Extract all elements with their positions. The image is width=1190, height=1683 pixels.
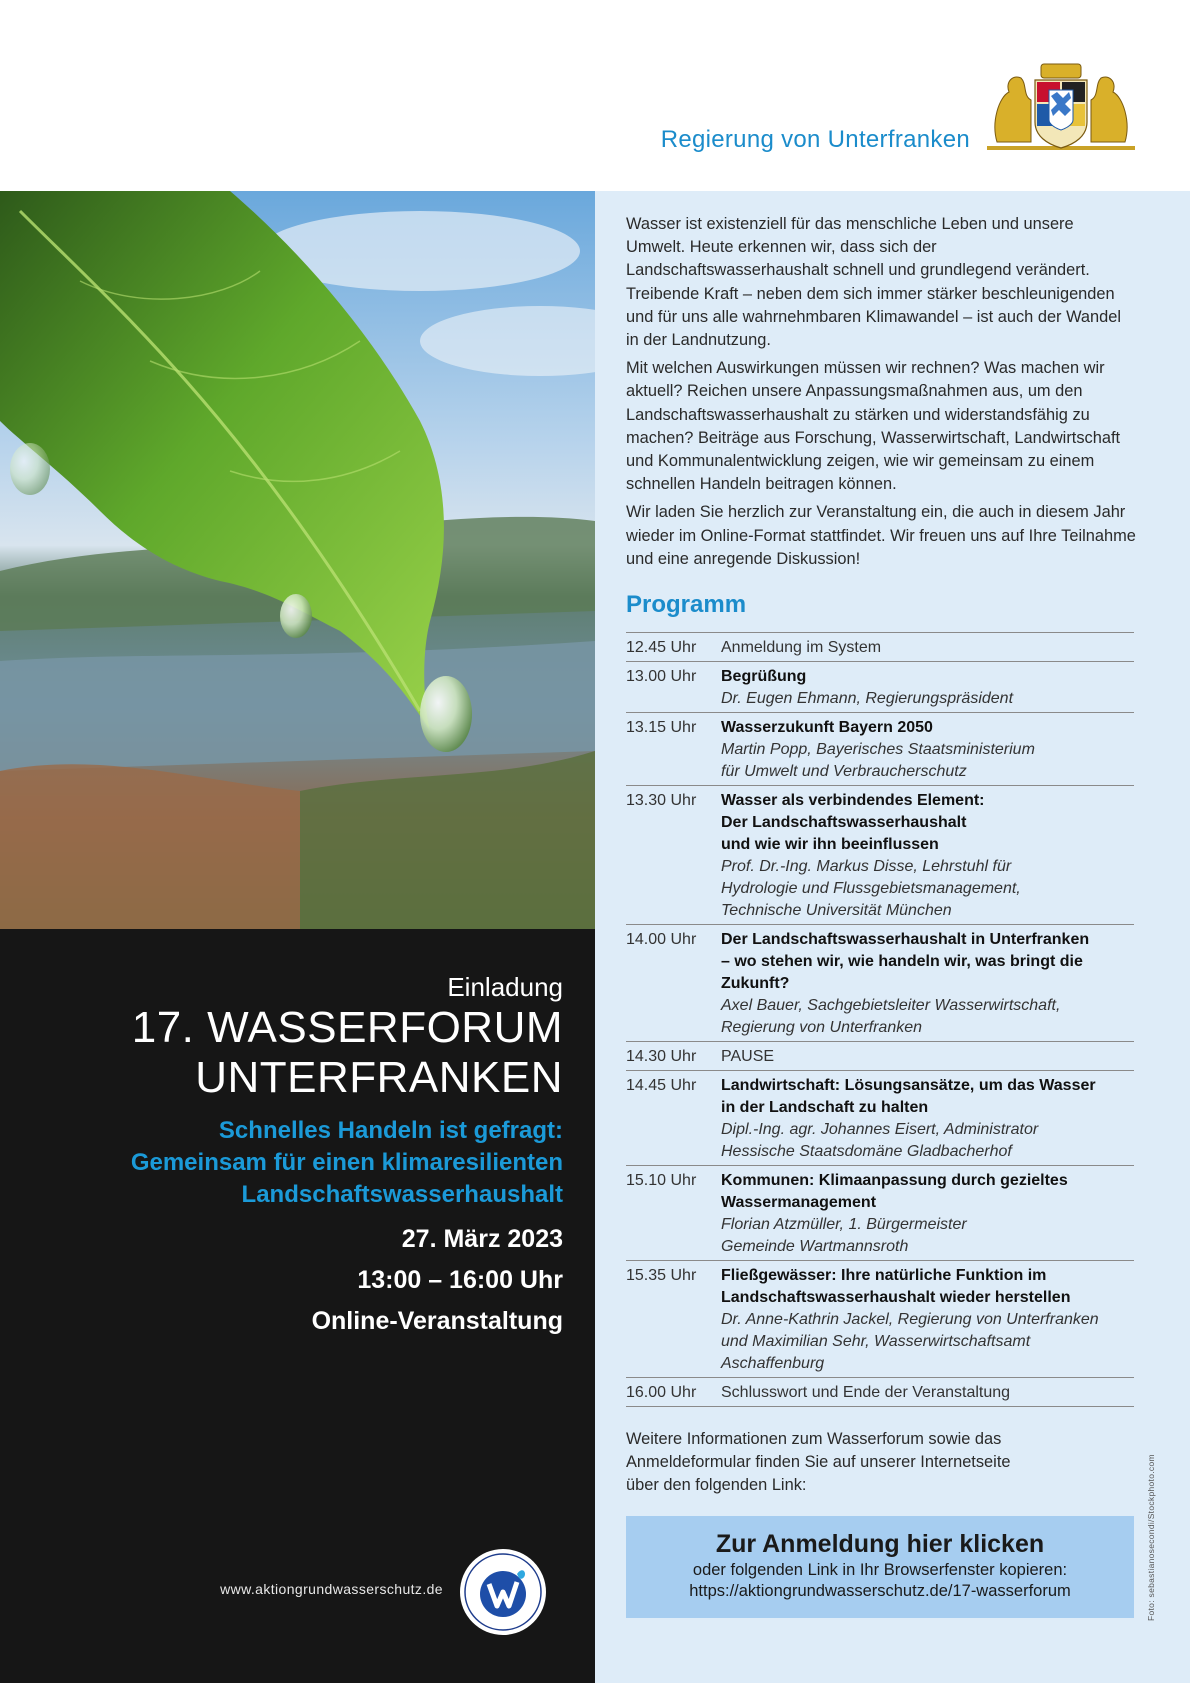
program-time: 15.10 Uhr — [626, 1172, 697, 1189]
program-content — [721, 666, 1134, 710]
program-content — [721, 790, 1134, 922]
event-title-line2: UNTERFRANKEN — [195, 1053, 563, 1102]
program-time: 16.00 Uhr — [626, 1384, 697, 1401]
program-time: 15.35 Uhr — [626, 1267, 697, 1284]
event-info-panel — [0, 929, 595, 1683]
registration-title: Zur Anmeldung hier klicken — [715, 1530, 1045, 1558]
program-row — [626, 633, 1134, 662]
program-item-title: Wasser als verbindendes Element: Der Landschaftswasserhaushalt und wie wir ihn beeinflussen — [721, 792, 985, 853]
footer-info: Weitere Informationen zum Wasserforum sowie das Anmeldeformular finden Sie auf unserer Internetseite über den folgenden Link: — [626, 1430, 1011, 1494]
event-title-block — [23, 971, 563, 1342]
program-item-title: Fließgewässer: Ihre natürliche Funktion im Landschaftswasserhaushalt wieder herstellen — [721, 1267, 1071, 1306]
program-item-speaker: Dipl.-Ing. agr. Johannes Eisert, Administrator Hessische Staatsdomäne Gladbacherhof — [721, 1121, 1039, 1160]
program-time: 13.00 Uhr — [626, 668, 697, 685]
program-item-text: Schlusswort und Ende der Veranstaltung — [721, 1384, 1011, 1401]
program-time: 13.30 Uhr — [626, 792, 697, 809]
event-subtitle — [23, 1115, 563, 1211]
photo-credit: Foto: sebastianosecondi/Stockphoto.com — [1146, 1454, 1156, 1621]
subtitle-line3: Landschaftswasserhaushalt — [241, 1181, 563, 1208]
program-content — [721, 1046, 1134, 1068]
invitation-label: Einladung — [447, 972, 563, 1002]
program-item-text: PAUSE — [721, 1048, 775, 1065]
program-row — [626, 1042, 1134, 1071]
intro-paragraph-2: Mit welchen Auswirkungen müssen wir rechnen? Was machen wir aktuell? Reichen unsere Anpassungsmaßnahmen aus, um den Landschaftswasserhaushalt zu stärken und widerstandsfähig zu machen? Beiträge aus Forschung, Wasserwirtschaft, Landwirtschaft und Kommunalentwicklung zeigen, wie wir gemeinsam zu einem schnellen Handeln beitragen können. — [626, 359, 1121, 494]
program-row — [626, 713, 1134, 786]
website-link[interactable]: www.aktiongrundwasserschutz.de — [220, 1581, 443, 1597]
program-item-text: Anmeldung im System — [721, 639, 882, 656]
aktion-grundwasserschutz-logo-icon — [459, 1548, 547, 1636]
program-content — [721, 1075, 1134, 1163]
program-row — [626, 1166, 1134, 1261]
program-row — [626, 1378, 1134, 1407]
program-item-speaker: Prof. Dr.-Ing. Markus Disse, Lehrstuhl für Hydrologie und Flussgebietsmanagement, Technische Universität München — [721, 858, 1021, 919]
bavarian-coat-of-arms-icon — [987, 62, 1135, 154]
registration-hint: oder folgenden Link in Ihr Browserfenster kopieren: — [692, 1561, 1068, 1579]
org-name: Regierung von Unterfranken — [660, 126, 970, 153]
program-item-speaker: Axel Bauer, Sachgebietsleiter Wasserwirtschaft, Regierung von Unterfranken — [721, 997, 1061, 1036]
program-row — [626, 662, 1134, 713]
program-item-speaker: Florian Atzmüller, 1. Bürgermeister Gemeinde Wartmannsroth — [721, 1216, 967, 1255]
leaf-water-drop-photo — [0, 191, 595, 929]
program-item-title: Landwirtschaft: Lösungsansätze, um das Wasser in der Landschaft zu halten — [721, 1077, 1096, 1116]
event-format: Online-Veranstaltung — [311, 1307, 563, 1335]
program-time: 14.45 Uhr — [626, 1077, 697, 1094]
intro-text — [626, 213, 1136, 576]
event-title-line1: 17. WASSERFORUM — [131, 1003, 563, 1052]
program-row — [626, 925, 1134, 1042]
program-content — [721, 1382, 1134, 1404]
program-content — [721, 1170, 1134, 1258]
program-item-speaker: Martin Popp, Bayerisches Staatsministerium für Umwelt und Verbraucherschutz — [721, 741, 1035, 780]
program-item-title: Kommunen: Klimaanpassung durch gezieltes Wassermanagement — [721, 1172, 1068, 1211]
subtitle-line1: Schnelles Handeln ist gefragt: — [218, 1117, 563, 1144]
event-time: 13:00 – 16:00 Uhr — [357, 1266, 563, 1294]
program-item-title: Wasserzukunft Bayern 2050 — [721, 719, 933, 736]
program-item-speaker: Dr. Anne-Kathrin Jackel, Regierung von Unterfranken und Maximilian Sehr, Wasserwirtschaftsamt Aschaffenburg — [721, 1311, 1099, 1372]
program-content — [721, 929, 1134, 1039]
program-row — [626, 1261, 1134, 1378]
program-time: 14.30 Uhr — [626, 1048, 697, 1065]
registration-url[interactable]: https://aktiongrundwasserschutz.de/17-wasserforum — [689, 1582, 1071, 1600]
program-item-title: Begrüßung — [721, 668, 807, 685]
program-title: Programm — [626, 591, 747, 618]
subtitle-line2: Gemeinsam für einen klimaresilienten — [130, 1149, 563, 1176]
program-content — [721, 637, 1134, 659]
program-item-title: Der Landschaftswasserhaushalt in Unterfranken – wo stehen wir, wie handeln wir, was bringt die Zukunft? — [721, 931, 1090, 992]
event-date: 27. März 2023 — [401, 1225, 563, 1253]
intro-paragraph-1: Wasser ist existenziell für das menschliche Leben und unsere Umwelt. Heute erkennen wir, dass sich der Landschaftswasserhaushalt schnell und grundlegend verändert. Treibende Kraft – neben dem sich immer stärker beschleunigenden und für uns alle wahrnehmbaren Klimawandel – ist auch der Wandel in der Landnutzung. — [626, 215, 1122, 350]
program-row — [626, 1071, 1134, 1166]
program-item-speaker: Dr. Eugen Ehmann, Regierungspräsident — [721, 690, 1014, 707]
program-time: 12.45 Uhr — [626, 639, 697, 656]
program-content — [721, 1265, 1134, 1375]
program-time: 13.15 Uhr — [626, 719, 697, 736]
intro-paragraph-3: Wir laden Sie herzlich zur Veranstaltung ein, die auch in diesem Jahr wieder im Online-Format stattfindet. Wir freuen uns auf Ihre Teilnahme und eine anregende Diskussion! — [626, 503, 1136, 568]
program-table — [626, 632, 1134, 1407]
program-row — [626, 786, 1134, 925]
program-time: 14.00 Uhr — [626, 931, 697, 948]
header — [0, 0, 1190, 191]
program-panel — [595, 191, 1190, 1683]
program-content — [721, 717, 1134, 783]
registration-button[interactable] — [626, 1516, 1134, 1618]
